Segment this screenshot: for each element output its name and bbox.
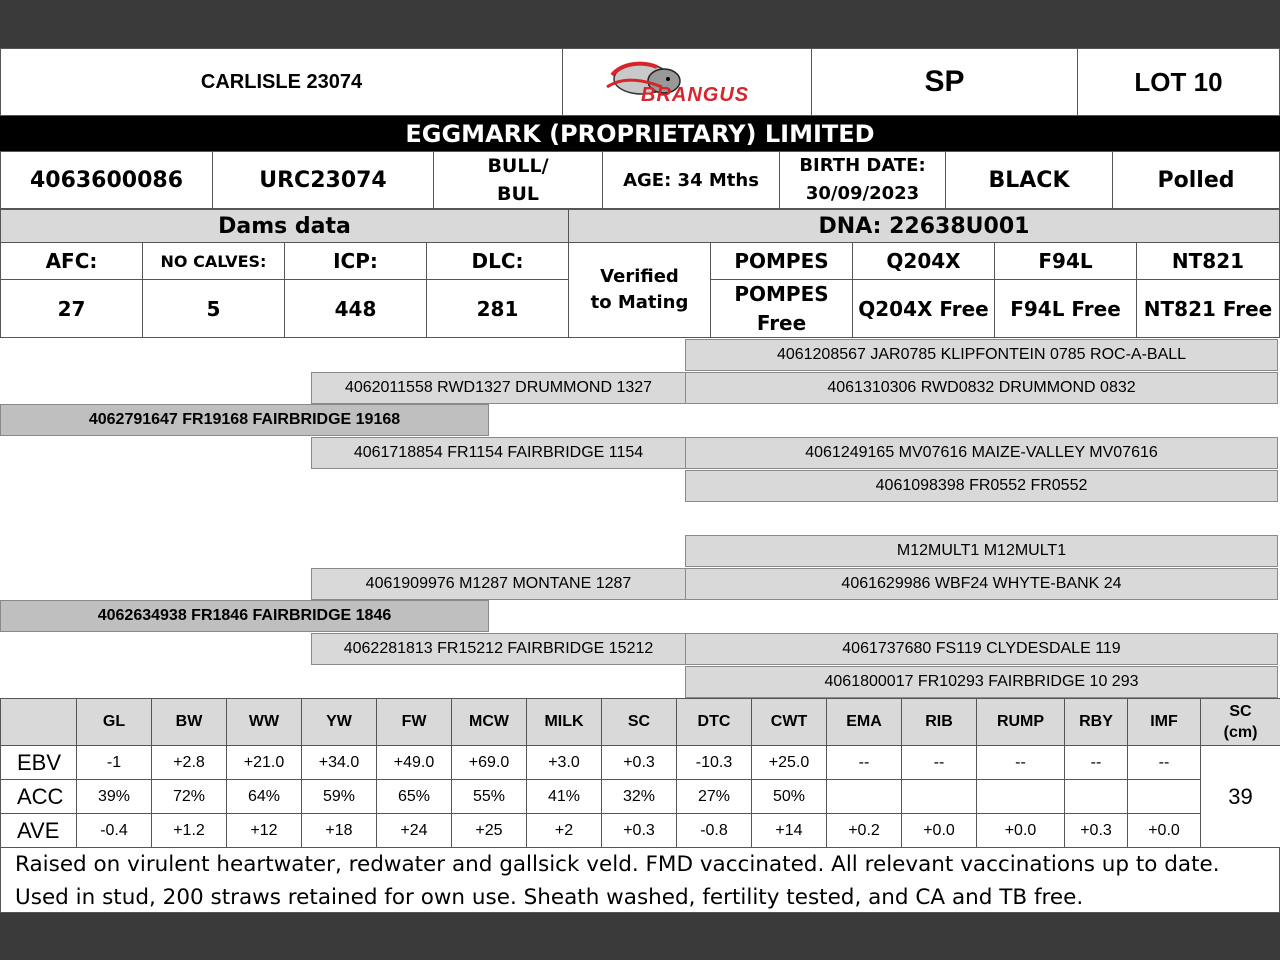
birth-date [779,151,946,209]
acc-cell: 27% [677,780,752,814]
ebv-cell: -- [977,746,1065,780]
pedigree-sire-dam-sire: 4061249165 MV07616 MAIZE-VALLEY MV07616 [685,437,1278,469]
ebv-col-bw: BW [152,699,227,746]
acc-cell: 55% [452,780,527,814]
pedigree-sire-dam: 4061718854 FR1154 FAIRBRIDGE 1154 [311,437,686,469]
no-calves-header: NO CALVES: [142,242,285,280]
ave-cell: +14 [752,814,827,848]
acc-cell [827,780,902,814]
nt821-header: NT821 [1136,242,1280,280]
acc-row-label: ACC [1,780,77,814]
lot-number: LOT 10 [1077,48,1280,116]
ebv-col-ema: EMA [827,699,902,746]
ebv-col-mcw: MCW [452,699,527,746]
horn-status: Polled [1112,151,1280,209]
colour: BLACK [945,151,1113,209]
sc-cm-header [1201,699,1280,746]
ebv-cell: +3.0 [527,746,602,780]
ebv-cell: +2.8 [152,746,227,780]
breeder-name: EGGMARK (PROPRIETARY) LIMITED [0,116,1280,151]
q204x-result: Q204X Free [852,279,995,338]
pedigree-sire-sire: 4062011558 RWD1327 DRUMMOND 1327 [311,372,686,404]
ebv-cell: -1 [77,746,152,780]
ebv-header-row [1,699,1280,746]
acc-cell: 39% [77,780,152,814]
ave-cell: +2 [527,814,602,848]
sex-line-1: BULL/ [487,155,549,177]
lot-notes: Raised on virulent heartwater, redwater and gallsick veld. FMD vaccinated. All relevant vaccinations up to date. Used in stud, 200 straws retained for own use. Sheath washed, fertility tested, and CA and TB free. [0,847,1280,913]
registration-number: 4063600086 [0,151,213,209]
pedigree-sire-sire-sire: 4061208567 JAR0785 KLIPFONTEIN 0785 ROC-A-BALL [685,339,1278,371]
sc-cm-header-line-2: (cm) [1223,724,1258,741]
ebv-col-fw: FW [377,699,452,746]
dams-data-heading: Dams data [0,209,569,243]
ave-cell: +24 [377,814,452,848]
pompes-result: POMPES Free [710,279,853,338]
pedigree-sire: 4062791647 FR19168 FAIRBRIDGE 19168 [0,404,489,436]
acc-cell: 59% [302,780,377,814]
f94l-header: F94L [994,242,1137,280]
icp-header: ICP: [284,242,427,280]
sc-cm-value: 39 [1201,746,1280,848]
afc-value: 27 [0,279,143,338]
pedigree-dam-dam-dam: 4061800017 FR10293 FAIRBRIDGE 10 293 [685,666,1278,698]
ave-cell: +0.3 [1065,814,1128,848]
acc-cell: 65% [377,780,452,814]
dlc-header: DLC: [426,242,569,280]
animal-name: CARLISLE 23074 [0,48,563,116]
ave-cell: -0.4 [77,814,152,848]
ebv-col-gl: GL [77,699,152,746]
acc-cell: 32% [602,780,677,814]
age: AGE: 34 Mths [602,151,780,209]
category-code: SP [811,48,1078,116]
afc-header: AFC: [0,242,143,280]
brangus-wordmark: BRANGUS [641,84,750,106]
acc-cell [902,780,977,814]
ebv-table [0,698,1280,848]
ave-cell: -0.8 [677,814,752,848]
pedigree-sire-sire-dam: 4061310306 RWD0832 DRUMMOND 0832 [685,372,1278,404]
ebv-col-cwt: CWT [752,699,827,746]
acc-cell [1065,780,1128,814]
birth-date-value: 30/09/2023 [805,183,920,204]
sc-cm-header-line-1: SC [1229,703,1252,720]
ebv-col-imf: IMF [1128,699,1201,746]
ave-row-label: AVE [1,814,77,848]
acc-row [1,780,1280,814]
pedigree-dam: 4062634938 FR1846 FAIRBRIDGE 1846 [0,600,489,632]
ebv-col-rib: RIB [902,699,977,746]
ebv-row [1,746,1280,780]
acc-cell: 50% [752,780,827,814]
pompes-header: POMPES [710,242,853,280]
ave-cell: +0.3 [602,814,677,848]
ebv-cell: -10.3 [677,746,752,780]
ave-cell: +25 [452,814,527,848]
brangus-logo [562,48,812,116]
ebv-cell: +25.0 [752,746,827,780]
ave-row [1,814,1280,848]
ebv-row-label: EBV [1,746,77,780]
ebv-cell: +49.0 [377,746,452,780]
no-calves-value: 5 [142,279,285,338]
acc-cell: 41% [527,780,602,814]
ebv-cell: +69.0 [452,746,527,780]
acc-cell [977,780,1065,814]
acc-cell: 72% [152,780,227,814]
ebv-cell: -- [1065,746,1128,780]
ebv-col-milk: MILK [527,699,602,746]
birth-date-label: BIRTH DATE: [799,155,926,176]
pedigree-dam-dam-sire: 4061737680 FS119 CLYDESDALE 119 [685,633,1278,665]
sex-line-2: BUL [496,183,540,205]
acc-cell: 64% [227,780,302,814]
icp-value: 448 [284,279,427,338]
f94l-result: F94L Free [994,279,1137,338]
ave-cell: +0.0 [902,814,977,848]
ebv-cell: -- [827,746,902,780]
verified-to-mating: Verified to Mating [568,242,711,338]
ave-cell: +0.0 [1128,814,1201,848]
dna-number: DNA: 22638U001 [568,209,1280,243]
ebv-cell: +21.0 [227,746,302,780]
ebv-cell: +34.0 [302,746,377,780]
ave-cell: +12 [227,814,302,848]
ebv-cell: +0.3 [602,746,677,780]
pedigree-dam-sire: 4061909976 M1287 MONTANE 1287 [311,568,686,600]
pedigree-dam-dam: 4062281813 FR15212 FAIRBRIDGE 15212 [311,633,686,665]
ave-cell: +0.2 [827,814,902,848]
nt821-result: NT821 Free [1136,279,1280,338]
dlc-value: 281 [426,279,569,338]
ebv-col-yw: YW [302,699,377,746]
sale-lot-card [0,48,1280,913]
ebv-corner-cell [1,699,77,746]
ebv-col-rump: RUMP [977,699,1065,746]
ebv-col-rby: RBY [1065,699,1128,746]
ebv-cell: -- [1128,746,1201,780]
q204x-header: Q204X [852,242,995,280]
ebv-col-sc: SC [602,699,677,746]
pedigree-dam-sire-dam: 4061629986 WBF24 WHYTE-BANK 24 [685,568,1278,600]
pedigree-sire-dam-dam: 4061098398 FR0552 FR0552 [685,470,1278,502]
pedigree-dam-sire-sire: M12MULT1 M12MULT1 [685,535,1278,567]
ebv-cell: -- [902,746,977,780]
ave-cell: +1.2 [152,814,227,848]
sex [433,151,603,209]
ebv-col-dtc: DTC [677,699,752,746]
identification: URC23074 [212,151,434,209]
acc-cell [1128,780,1201,814]
ave-cell: +0.0 [977,814,1065,848]
ave-cell: +18 [302,814,377,848]
ebv-col-ww: WW [227,699,302,746]
